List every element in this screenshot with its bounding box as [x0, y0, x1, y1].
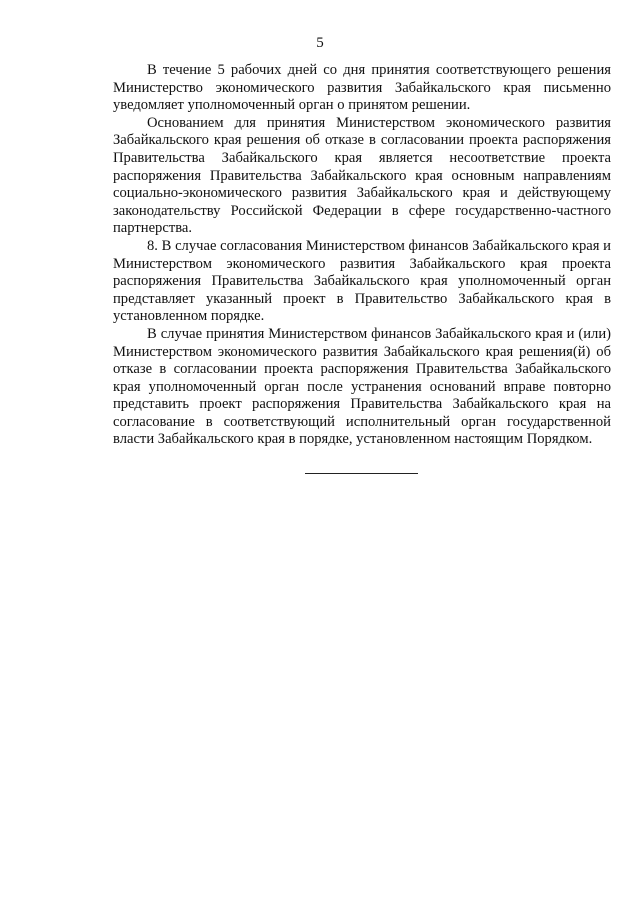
paragraph-item-8-approval: 8. В случае согласования Министерством финансов Забайкальского края и Министерством экономического развития Забайкальского края проекта распоряжения Правительства Забайкальского края уполномоченный орган представляет указанный проект в Правительство Забайкальского края в установленном порядке. [113, 237, 611, 325]
paragraph-resubmission: В случае принятия Министерством финансов Забайкальского края и (или) Министерством экономического развития Забайкальского края решения(й) об отказе в согласовании проекта распоряжения Правительства Забайкальского края уполномоченный орган после устранения оснований вправе повторно представить проект распоряжения Правительства Забайкальского края на согласование в соответствующий исполнительный орган государственной власти Забайкальского края в порядке, установленном настоящим Порядком. [113, 325, 611, 448]
paragraph-refusal-grounds: Основанием для принятия Министерством экономического развития Забайкальского края решения об отказе в согласовании проекта распоряжения Правительства Забайкальского края является несоответствие проекта распоряжения Правительства Забайкальского края основным направлениям социально-экономического развития Забайкальского края и действующему законодательству Российской Федерации в сфере государственно-частного партнерства. [113, 114, 611, 237]
end-separator-line [305, 473, 418, 474]
document-body [113, 62, 611, 449]
page-number: 5 [316, 35, 324, 51]
paragraph-notification-period: В течение 5 рабочих дней со дня принятия соответствующего решения Министерство экономического развития Забайкальского края письменно уведомляет уполномоченный орган о принятом решении. [113, 62, 611, 114]
